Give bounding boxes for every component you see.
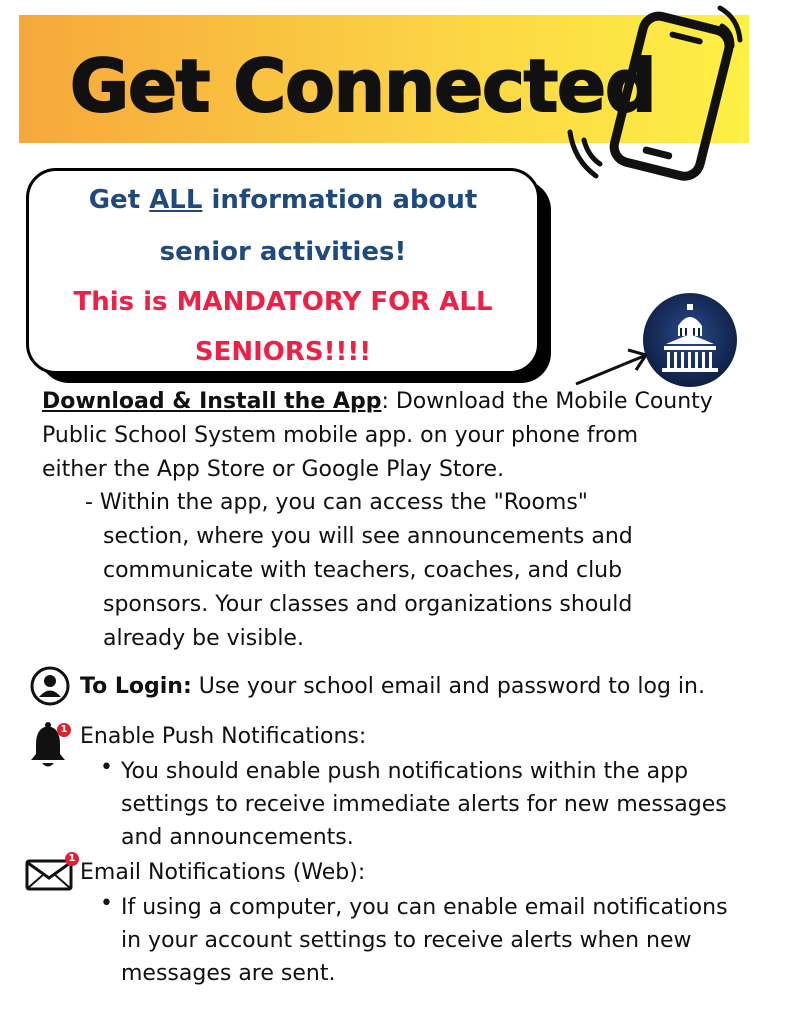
- email-text-3: messages are sent.: [121, 961, 336, 986]
- download-line-1: [42, 385, 713, 419]
- login-line: [80, 670, 705, 704]
- login-label: To Login:: [80, 674, 192, 699]
- download-line-3: either the App Store or Google Play Store.: [42, 457, 505, 482]
- callout-emphasis: ALL: [149, 185, 203, 215]
- push-text-3: and announcements.: [121, 825, 354, 850]
- callout-line-2: senior activities!: [159, 237, 407, 267]
- rooms-line-2: section, where you will see announcements and: [103, 524, 633, 549]
- push-heading: Enable Push Notifications:: [80, 724, 367, 749]
- rooms-line-4: sponsors. Your classes and organizations should: [103, 592, 633, 617]
- email-heading: Email Notifications (Web):: [80, 860, 366, 885]
- download-line-2: Public School System mobile app. on your phone from: [42, 423, 639, 448]
- push-text-2: settings to receive immediate alerts for new messages: [121, 792, 727, 817]
- callout-line-1-suffix: information about: [202, 185, 478, 215]
- download-colon: :: [381, 389, 389, 414]
- phone-icon: [560, 0, 760, 190]
- callout-line-1-prefix: Get: [88, 185, 150, 215]
- download-heading: Download & Install the App: [42, 389, 382, 414]
- login-text: Use your school email and password to log in.: [191, 674, 705, 699]
- email-bullet: •: [100, 891, 113, 916]
- download-text-1: Download the Mobile County: [388, 389, 713, 414]
- email-text-1: If using a computer, you can enable email notifications: [121, 895, 728, 920]
- rooms-line-5: already be visible.: [103, 626, 304, 651]
- user-icon: [30, 666, 70, 706]
- callout-line-4: SENIORS!!!!: [194, 337, 372, 367]
- callout-line-3: This is MANDATORY FOR ALL: [73, 287, 493, 317]
- email-badge: 1: [65, 852, 79, 866]
- email-text-2: in your account settings to receive alerts when new: [121, 928, 692, 953]
- push-bullet: •: [100, 755, 113, 780]
- push-text-1: You should enable push notifications within the app: [121, 759, 689, 784]
- rooms-line-1: - Within the app, you can access the "Rooms": [85, 490, 588, 515]
- push-badge: 1: [57, 723, 71, 737]
- page-title: Get Connected: [70, 44, 656, 128]
- callout-line-1: [29, 185, 537, 215]
- rooms-line-3: communicate with teachers, coaches, and club: [103, 558, 623, 583]
- callout-box: [26, 168, 540, 374]
